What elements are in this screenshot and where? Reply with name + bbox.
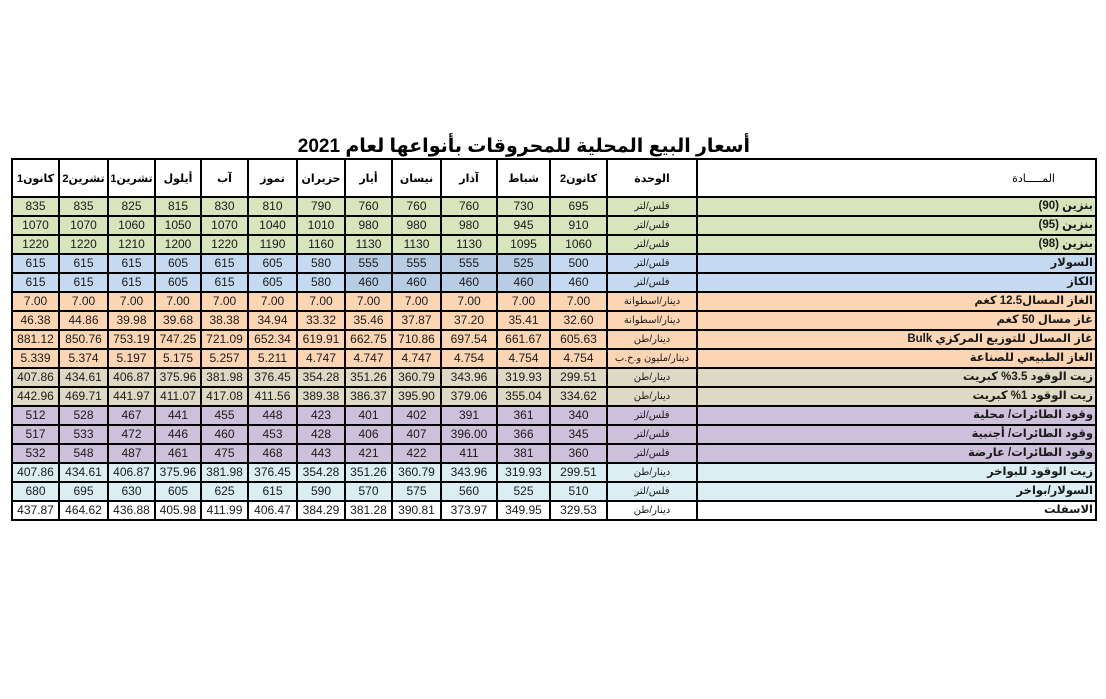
price-cell-month-7: 411.56 xyxy=(248,387,297,406)
table-row xyxy=(12,330,1096,349)
price-cell-month-12: 437.87 xyxy=(12,501,59,520)
price-cell-month-1: 695 xyxy=(550,197,607,216)
header-month-3: آذار xyxy=(441,159,497,197)
price-cell-month-10: 825 xyxy=(108,197,155,216)
price-cell-month-7: 7.00 xyxy=(248,292,297,311)
price-cell-month-2: 1095 xyxy=(497,235,550,254)
price-cell-month-11: 7.00 xyxy=(59,292,108,311)
price-cell-month-11: 533 xyxy=(59,425,108,444)
price-cell-month-12: 532 xyxy=(12,444,59,463)
price-cell-month-7: 652.34 xyxy=(248,330,297,349)
price-cell-month-8: 830 xyxy=(201,197,248,216)
price-cell-month-1: 340 xyxy=(550,406,607,425)
price-cell-month-2: 381 xyxy=(497,444,550,463)
price-cell-month-11: 835 xyxy=(59,197,108,216)
header-month-1: كانون2 xyxy=(550,159,607,197)
table-row xyxy=(12,216,1096,235)
price-cell-month-11: 434.61 xyxy=(59,463,108,482)
price-cell-month-6: 354.28 xyxy=(297,463,345,482)
table-row xyxy=(12,254,1096,273)
unit-cell: فلس/لتر xyxy=(607,482,697,501)
price-cell-month-12: 615 xyxy=(12,273,59,292)
price-cell-month-2: 460 xyxy=(497,273,550,292)
price-cell-month-3: 697.54 xyxy=(441,330,497,349)
price-cell-month-1: 4.754 xyxy=(550,349,607,368)
table-body xyxy=(12,197,1096,520)
price-cell-month-10: 441.97 xyxy=(108,387,155,406)
price-cell-month-8: 625 xyxy=(201,482,248,501)
price-cell-month-6: 4.747 xyxy=(297,349,345,368)
price-cell-month-2: 525 xyxy=(497,254,550,273)
price-cell-month-9: 446 xyxy=(155,425,201,444)
price-cell-month-11: 615 xyxy=(59,273,108,292)
header-material: المـــــادة xyxy=(697,159,1096,197)
price-cell-month-5: 381.28 xyxy=(345,501,392,520)
unit-cell: فلس/لتر xyxy=(607,273,697,292)
unit-cell: دينار/طن xyxy=(607,387,697,406)
price-cell-month-9: 441 xyxy=(155,406,201,425)
price-cell-month-5: 1130 xyxy=(345,235,392,254)
price-cell-month-10: 472 xyxy=(108,425,155,444)
price-cell-month-11: 44.86 xyxy=(59,311,108,330)
table-row xyxy=(12,425,1096,444)
material-cell: الكاز xyxy=(697,273,1096,292)
price-cell-month-2: 366 xyxy=(497,425,550,444)
price-cell-month-12: 517 xyxy=(12,425,59,444)
price-cell-month-1: 460 xyxy=(550,273,607,292)
price-cell-month-6: 7.00 xyxy=(297,292,345,311)
price-cell-month-8: 38.38 xyxy=(201,311,248,330)
price-cell-month-5: 4.747 xyxy=(345,349,392,368)
price-cell-month-6: 384.29 xyxy=(297,501,345,520)
price-cell-month-2: 319.93 xyxy=(497,368,550,387)
unit-cell: فلس/لتر xyxy=(607,197,697,216)
price-cell-month-5: 662.75 xyxy=(345,330,392,349)
price-cell-month-3: 1130 xyxy=(441,235,497,254)
price-cell-month-1: 299.51 xyxy=(550,463,607,482)
price-cell-month-7: 5.211 xyxy=(248,349,297,368)
price-cell-month-10: 7.00 xyxy=(108,292,155,311)
header-month-4: نيسان xyxy=(392,159,441,197)
price-cell-month-12: 7.00 xyxy=(12,292,59,311)
price-cell-month-2: 525 xyxy=(497,482,550,501)
header-row xyxy=(12,159,1096,197)
material-cell: زيت الوقود 1% كبريت xyxy=(697,387,1096,406)
price-cell-month-9: 5.175 xyxy=(155,349,201,368)
price-cell-month-5: 570 xyxy=(345,482,392,501)
header-month-11: تشرين2 xyxy=(59,159,108,197)
material-cell: وقود الطائرات/ عارضة xyxy=(697,444,1096,463)
price-cell-month-8: 455 xyxy=(201,406,248,425)
price-cell-month-6: 1010 xyxy=(297,216,345,235)
price-cell-month-9: 815 xyxy=(155,197,201,216)
price-cell-month-3: 980 xyxy=(441,216,497,235)
price-cell-month-12: 407.86 xyxy=(12,463,59,482)
price-cell-month-2: 945 xyxy=(497,216,550,235)
price-cell-month-4: 710.86 xyxy=(392,330,441,349)
price-cell-month-3: 560 xyxy=(441,482,497,501)
price-cell-month-2: 355.04 xyxy=(497,387,550,406)
price-cell-month-5: 421 xyxy=(345,444,392,463)
price-cell-month-4: 980 xyxy=(392,216,441,235)
price-cell-month-10: 753.19 xyxy=(108,330,155,349)
price-cell-month-3: 411 xyxy=(441,444,497,463)
header-month-10: تشرين1 xyxy=(108,159,155,197)
header-month-8: آب xyxy=(201,159,248,197)
price-cell-month-7: 34.94 xyxy=(248,311,297,330)
price-cell-month-12: 1220 xyxy=(12,235,59,254)
price-cell-month-7: 453 xyxy=(248,425,297,444)
price-cell-month-3: 7.00 xyxy=(441,292,497,311)
price-cell-month-5: 386.37 xyxy=(345,387,392,406)
price-cell-month-3: 391 xyxy=(441,406,497,425)
price-cell-month-4: 575 xyxy=(392,482,441,501)
price-cell-month-2: 349.95 xyxy=(497,501,550,520)
price-cell-month-9: 411.07 xyxy=(155,387,201,406)
price-cell-month-11: 5.374 xyxy=(59,349,108,368)
price-cell-month-6: 790 xyxy=(297,197,345,216)
price-cell-month-8: 411.99 xyxy=(201,501,248,520)
price-cell-month-8: 615 xyxy=(201,254,248,273)
price-cell-month-10: 615 xyxy=(108,254,155,273)
unit-cell: دينار/طن xyxy=(607,463,697,482)
price-cell-month-2: 661.67 xyxy=(497,330,550,349)
table-row xyxy=(12,501,1096,520)
price-cell-month-8: 1070 xyxy=(201,216,248,235)
price-cell-month-4: 402 xyxy=(392,406,441,425)
price-cell-month-10: 406.87 xyxy=(108,368,155,387)
table-row xyxy=(12,463,1096,482)
price-cell-month-1: 510 xyxy=(550,482,607,501)
price-cell-month-5: 980 xyxy=(345,216,392,235)
price-cell-month-8: 460 xyxy=(201,425,248,444)
price-cell-month-7: 448 xyxy=(248,406,297,425)
unit-cell: فلس/لتر xyxy=(607,216,697,235)
price-cell-month-5: 406 xyxy=(345,425,392,444)
unit-cell: فلس/لتر xyxy=(607,406,697,425)
price-cell-month-4: 390.81 xyxy=(392,501,441,520)
price-cell-month-10: 615 xyxy=(108,273,155,292)
price-cell-month-6: 389.38 xyxy=(297,387,345,406)
table-row xyxy=(12,368,1096,387)
price-cell-month-10: 630 xyxy=(108,482,155,501)
price-cell-month-12: 680 xyxy=(12,482,59,501)
header-month-2: شباط xyxy=(497,159,550,197)
price-cell-month-11: 615 xyxy=(59,254,108,273)
material-cell: غاز مسال 50 كغم xyxy=(697,311,1096,330)
price-cell-month-5: 351.26 xyxy=(345,463,392,482)
price-cell-month-10: 39.98 xyxy=(108,311,155,330)
table-row xyxy=(12,444,1096,463)
price-cell-month-1: 910 xyxy=(550,216,607,235)
price-cell-month-11: 1070 xyxy=(59,216,108,235)
price-cell-month-12: 881.12 xyxy=(12,330,59,349)
header-month-12: كانون1 xyxy=(12,159,59,197)
price-cell-month-7: 376.45 xyxy=(248,463,297,482)
price-cell-month-6: 580 xyxy=(297,273,345,292)
price-cell-month-11: 528 xyxy=(59,406,108,425)
table-row xyxy=(12,273,1096,292)
price-cell-month-8: 7.00 xyxy=(201,292,248,311)
price-cell-month-8: 475 xyxy=(201,444,248,463)
price-cell-month-4: 407 xyxy=(392,425,441,444)
price-cell-month-4: 360.79 xyxy=(392,463,441,482)
price-cell-month-12: 442.96 xyxy=(12,387,59,406)
price-cell-month-1: 329.53 xyxy=(550,501,607,520)
unit-cell: دينار/طن xyxy=(607,330,697,349)
price-cell-month-12: 407.86 xyxy=(12,368,59,387)
price-cell-month-9: 405.98 xyxy=(155,501,201,520)
material-cell: السولار xyxy=(697,254,1096,273)
material-cell: بنزين (98) xyxy=(697,235,1096,254)
price-cell-month-10: 1060 xyxy=(108,216,155,235)
price-cell-month-1: 1060 xyxy=(550,235,607,254)
price-cell-month-6: 580 xyxy=(297,254,345,273)
price-cell-month-10: 467 xyxy=(108,406,155,425)
price-cell-month-4: 360.79 xyxy=(392,368,441,387)
table-row xyxy=(12,235,1096,254)
price-cell-month-9: 1200 xyxy=(155,235,201,254)
price-cell-month-11: 434.61 xyxy=(59,368,108,387)
price-cell-month-9: 747.25 xyxy=(155,330,201,349)
price-cell-month-3: 379.06 xyxy=(441,387,497,406)
price-cell-month-7: 810 xyxy=(248,197,297,216)
table-row xyxy=(12,311,1096,330)
price-cell-month-7: 1190 xyxy=(248,235,297,254)
price-cell-month-5: 351.26 xyxy=(345,368,392,387)
unit-cell: فلس/لتر xyxy=(607,254,697,273)
price-cell-month-8: 381.98 xyxy=(201,368,248,387)
price-cell-month-5: 555 xyxy=(345,254,392,273)
unit-cell: فلس/لتر xyxy=(607,425,697,444)
price-cell-month-9: 461 xyxy=(155,444,201,463)
table-row xyxy=(12,197,1096,216)
price-cell-month-2: 319.93 xyxy=(497,463,550,482)
price-cell-month-10: 5.197 xyxy=(108,349,155,368)
material-cell: الغاز المسال12.5 كغم xyxy=(697,292,1096,311)
price-cell-month-3: 37.20 xyxy=(441,311,497,330)
price-cell-month-3: 555 xyxy=(441,254,497,273)
material-cell: الاسفلت xyxy=(697,501,1096,520)
table-row xyxy=(12,406,1096,425)
price-cell-month-8: 615 xyxy=(201,273,248,292)
price-cell-month-1: 500 xyxy=(550,254,607,273)
price-cell-month-11: 850.76 xyxy=(59,330,108,349)
price-cell-month-11: 548 xyxy=(59,444,108,463)
price-cell-month-9: 1050 xyxy=(155,216,201,235)
price-cell-month-7: 468 xyxy=(248,444,297,463)
material-cell: بنزين (95) xyxy=(697,216,1096,235)
price-cell-month-10: 436.88 xyxy=(108,501,155,520)
price-cell-month-4: 460 xyxy=(392,273,441,292)
price-cell-month-10: 406.87 xyxy=(108,463,155,482)
price-cell-month-3: 373.97 xyxy=(441,501,497,520)
material-cell: غاز المسال للتوزيع المركزي Bulk xyxy=(697,330,1096,349)
material-cell: زيت الوقود 3.5% كبريت xyxy=(697,368,1096,387)
price-cell-month-9: 7.00 xyxy=(155,292,201,311)
price-cell-month-9: 39.68 xyxy=(155,311,201,330)
price-cell-month-12: 46.38 xyxy=(12,311,59,330)
header-month-6: حزيران xyxy=(297,159,345,197)
price-cell-month-8: 381.98 xyxy=(201,463,248,482)
material-cell: زيت الوقود للبواخر xyxy=(697,463,1096,482)
price-cell-month-1: 345 xyxy=(550,425,607,444)
price-cell-month-8: 5.257 xyxy=(201,349,248,368)
price-cell-month-4: 7.00 xyxy=(392,292,441,311)
price-cell-month-4: 395.90 xyxy=(392,387,441,406)
price-cell-month-6: 33.32 xyxy=(297,311,345,330)
price-cell-month-4: 37.87 xyxy=(392,311,441,330)
price-cell-month-5: 760 xyxy=(345,197,392,216)
header-month-5: أيار xyxy=(345,159,392,197)
price-cell-month-1: 334.62 xyxy=(550,387,607,406)
price-cell-month-6: 619.91 xyxy=(297,330,345,349)
fuel-prices-table xyxy=(11,158,1097,521)
material-cell: وقود الطائرات/ أجنبية xyxy=(697,425,1096,444)
price-cell-month-2: 35.41 xyxy=(497,311,550,330)
material-cell: السولار/بواخر xyxy=(697,482,1096,501)
price-cell-month-9: 605 xyxy=(155,482,201,501)
price-cell-month-1: 360 xyxy=(550,444,607,463)
unit-cell: دينار/مليون و.ح.ب xyxy=(607,349,697,368)
price-cell-month-6: 428 xyxy=(297,425,345,444)
header-unit: الوحدة xyxy=(607,159,697,197)
unit-cell: دينار/اسطوانة xyxy=(607,292,697,311)
material-cell: الغاز الطبيعي للصناعة xyxy=(697,349,1096,368)
price-cell-month-12: 835 xyxy=(12,197,59,216)
price-cell-month-10: 487 xyxy=(108,444,155,463)
unit-cell: دينار/طن xyxy=(607,501,697,520)
price-cell-month-6: 443 xyxy=(297,444,345,463)
price-cell-month-12: 1070 xyxy=(12,216,59,235)
price-cell-month-2: 4.754 xyxy=(497,349,550,368)
price-cell-month-1: 7.00 xyxy=(550,292,607,311)
price-cell-month-1: 299.51 xyxy=(550,368,607,387)
price-cell-month-11: 469.71 xyxy=(59,387,108,406)
price-cell-month-1: 605.63 xyxy=(550,330,607,349)
table-row xyxy=(12,482,1096,501)
price-cell-month-12: 615 xyxy=(12,254,59,273)
price-cell-month-4: 555 xyxy=(392,254,441,273)
price-cell-month-9: 375.96 xyxy=(155,463,201,482)
price-cell-month-9: 605 xyxy=(155,273,201,292)
price-cell-month-4: 1130 xyxy=(392,235,441,254)
unit-cell: دينار/اسطوانة xyxy=(607,311,697,330)
price-cell-month-7: 376.45 xyxy=(248,368,297,387)
material-cell: بنزين (90) xyxy=(697,197,1096,216)
price-cell-month-3: 760 xyxy=(441,197,497,216)
price-cell-month-5: 401 xyxy=(345,406,392,425)
unit-cell: فلس/لتر xyxy=(607,235,697,254)
price-cell-month-2: 730 xyxy=(497,197,550,216)
price-cell-month-7: 406.47 xyxy=(248,501,297,520)
price-cell-month-12: 512 xyxy=(12,406,59,425)
price-cell-month-7: 605 xyxy=(248,273,297,292)
price-cell-month-1: 32.60 xyxy=(550,311,607,330)
price-cell-month-7: 615 xyxy=(248,482,297,501)
price-cell-month-7: 605 xyxy=(248,254,297,273)
price-cell-month-4: 4.747 xyxy=(392,349,441,368)
unit-cell: فلس/لتر xyxy=(607,444,697,463)
unit-cell: دينار/طن xyxy=(607,368,697,387)
price-cell-month-3: 343.96 xyxy=(441,463,497,482)
price-cell-month-7: 1040 xyxy=(248,216,297,235)
price-cell-month-12: 5.339 xyxy=(12,349,59,368)
price-cell-month-9: 375.96 xyxy=(155,368,201,387)
price-cell-month-8: 1220 xyxy=(201,235,248,254)
price-cell-month-5: 460 xyxy=(345,273,392,292)
price-cell-month-11: 695 xyxy=(59,482,108,501)
price-cell-month-2: 7.00 xyxy=(497,292,550,311)
price-cell-month-11: 1220 xyxy=(59,235,108,254)
price-cell-month-8: 417.08 xyxy=(201,387,248,406)
price-cell-month-2: 361 xyxy=(497,406,550,425)
price-cell-month-4: 422 xyxy=(392,444,441,463)
table-row xyxy=(12,292,1096,311)
price-cell-month-6: 1160 xyxy=(297,235,345,254)
price-cell-month-5: 7.00 xyxy=(345,292,392,311)
page-title: أسعار البيع المحلية للمحروقات بأنواعها لعام 2021 xyxy=(297,136,750,157)
price-cell-month-3: 4.754 xyxy=(441,349,497,368)
price-cell-month-3: 396.00 xyxy=(441,425,497,444)
header-month-9: أيلول xyxy=(155,159,201,197)
price-cell-month-6: 590 xyxy=(297,482,345,501)
price-cell-month-3: 460 xyxy=(441,273,497,292)
material-cell: وقود الطائرات/ محلية xyxy=(697,406,1096,425)
price-cell-month-8: 721.09 xyxy=(201,330,248,349)
price-cell-month-11: 464.62 xyxy=(59,501,108,520)
price-cell-month-9: 605 xyxy=(155,254,201,273)
price-cell-month-4: 760 xyxy=(392,197,441,216)
price-cell-month-5: 35.46 xyxy=(345,311,392,330)
table-row xyxy=(12,349,1096,368)
price-cell-month-6: 423 xyxy=(297,406,345,425)
price-cell-month-3: 343.96 xyxy=(441,368,497,387)
price-cell-month-6: 354.28 xyxy=(297,368,345,387)
price-cell-month-10: 1210 xyxy=(108,235,155,254)
header-month-7: تموز xyxy=(248,159,297,197)
table-row xyxy=(12,387,1096,406)
